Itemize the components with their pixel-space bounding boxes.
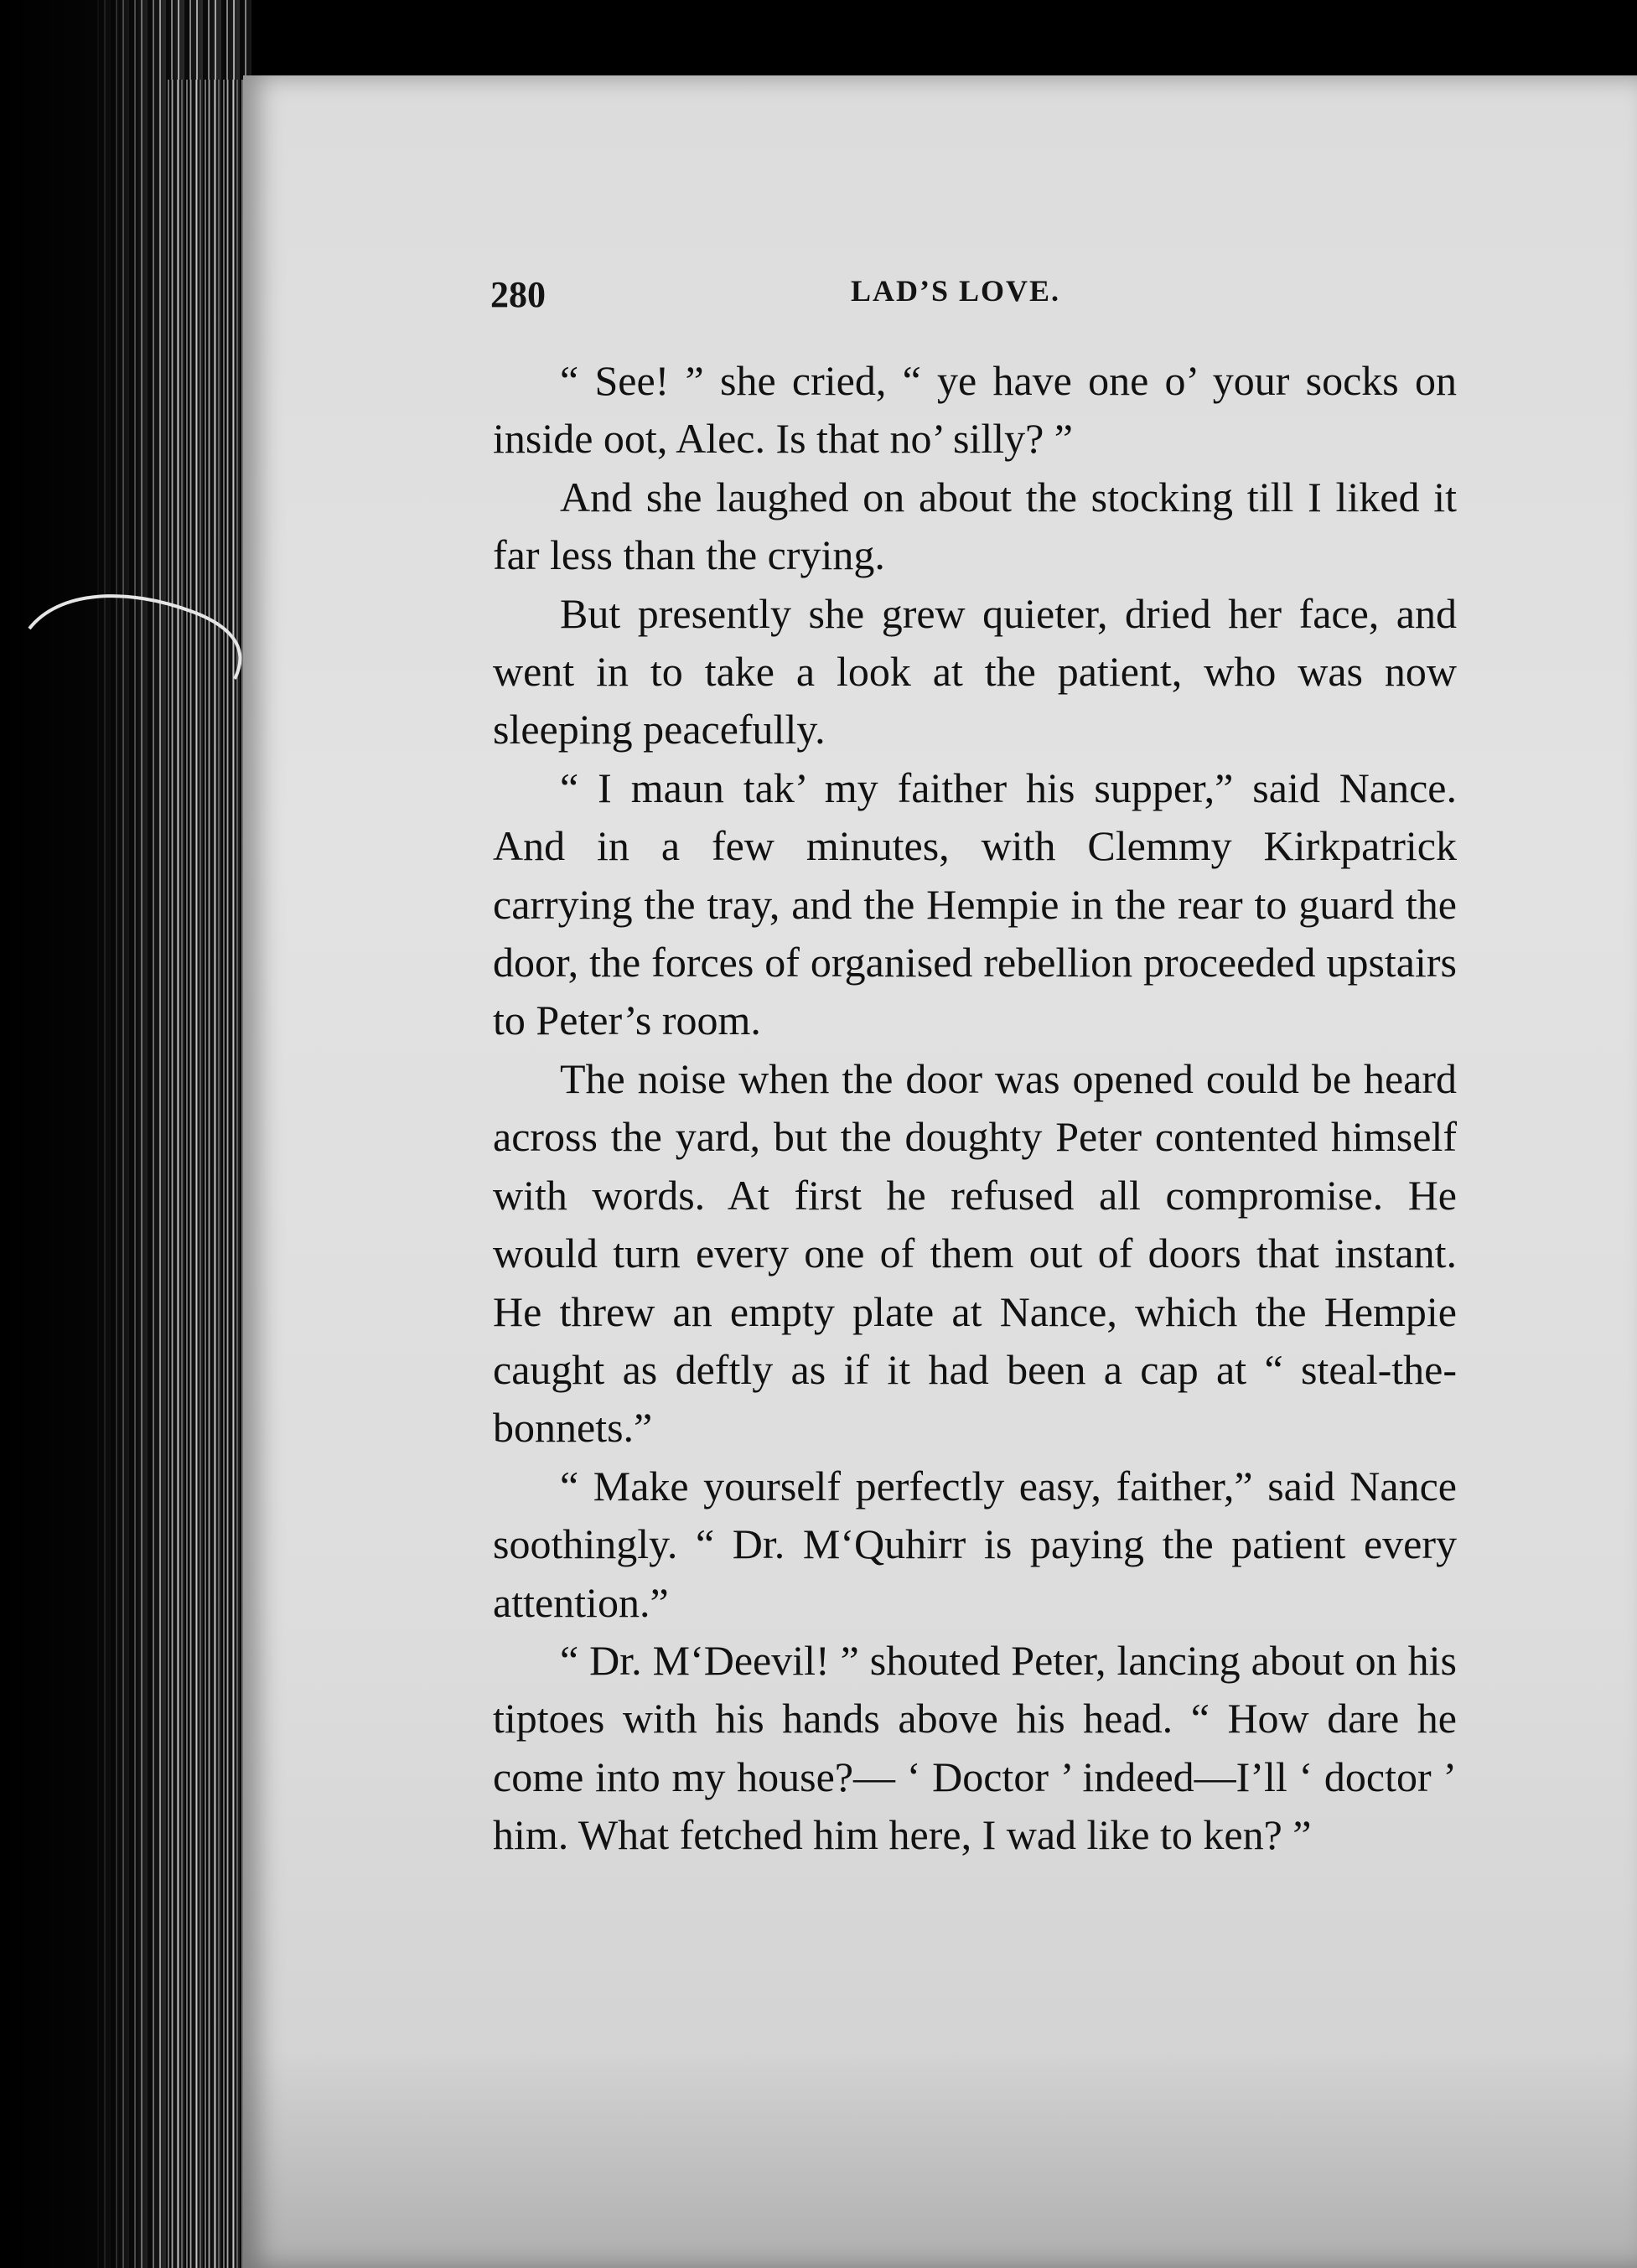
page-number: 280 <box>490 274 546 315</box>
paragraph: The noise when the door was opened could be heard across the yard, but the doughty Peter contented himself with words. At first he refused all compromise. He would turn every one of them out of doors that instant. He threw an empty plate at Nance, which the Hempie caught as deftly as if it had been a cap at “ steal-the-bonnets.” <box>493 1054 1457 1452</box>
paragraph: “ Make yourself perfectly easy, faither,” said Nance soothingly. “ Dr. M‘Quhirr is paying the patient every attention.” <box>493 1462 1457 1626</box>
paragraph: But presently she grew quieter, dried her face, and went in to take a look at the patient, who was now sleeping peacefully. <box>493 589 1457 753</box>
paragraph: “ See! ” she cried, “ ye have one o’ your socks on inside oot, Alec. Is that no’ silly? ” <box>493 357 1457 463</box>
paragraph: “ I maun tak’ my faither his supper,” said Nance. And in a few minutes, with Clemmy Kirkpatrick carrying the tray, and the Hempie in the rear to guard the door, the forces of organised rebellion proceeded upstairs to Peter’s room. <box>493 764 1457 1044</box>
paper-bottom-shade <box>243 2050 1637 2268</box>
running-head <box>490 267 1463 317</box>
book-edge-shadow <box>0 0 168 2268</box>
page-edges <box>168 80 251 2268</box>
paragraph: And she laughed on about the stocking till I liked it far less than the crying. <box>493 473 1457 579</box>
stray-thread-mark <box>25 587 243 687</box>
body-text <box>493 352 1457 1865</box>
paragraph: “ Dr. M‘Deevil! ” shouted Peter, lancing about on his tiptoes with his hands above his head. “ How dare he come into my house?— ‘ Doctor ’ indeed—I’ll ‘ doctor ’ him. What fetched him here, I wad like to ken? ” <box>493 1636 1457 1859</box>
running-title: LAD’S LOVE. <box>851 274 1061 308</box>
